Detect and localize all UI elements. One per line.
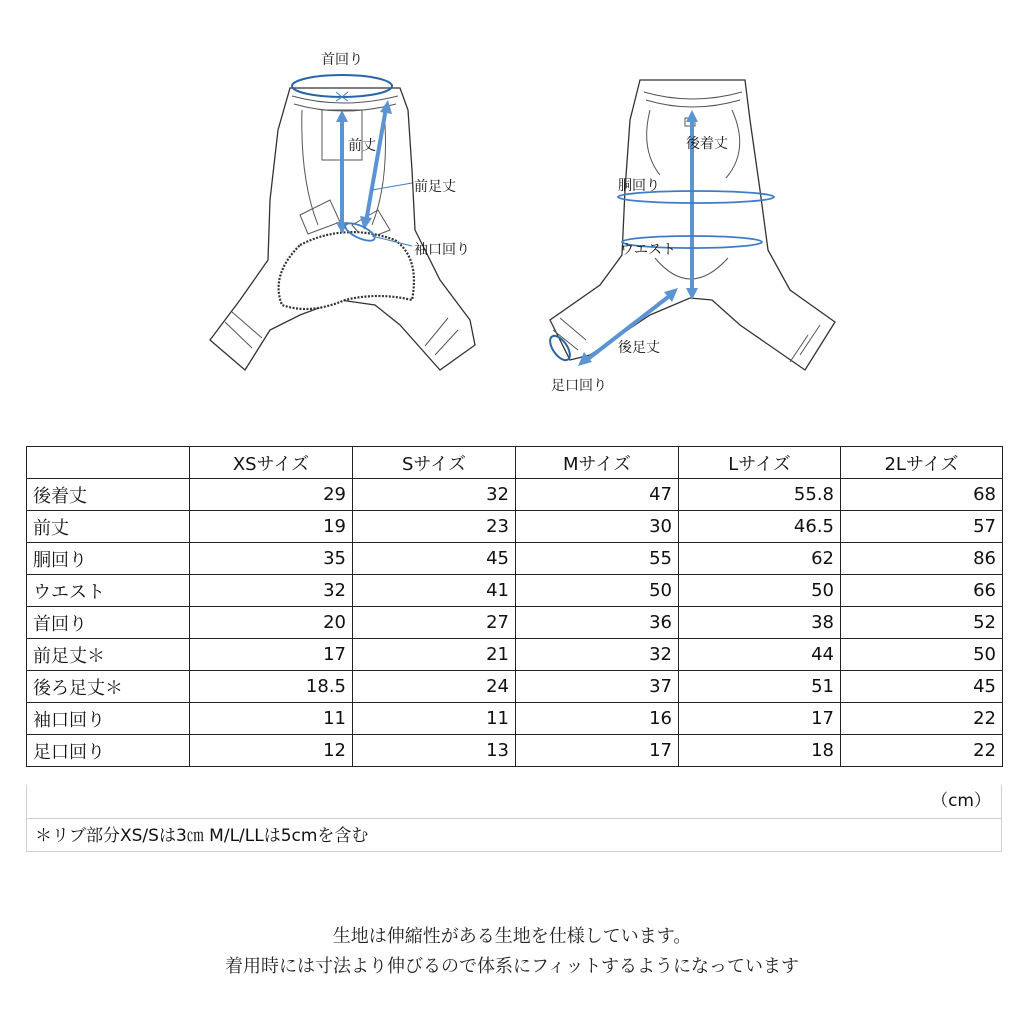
row-label: 袖口回り [27,703,190,735]
unit-label: （cm） [26,785,1002,818]
table-cell: 13 [353,735,516,767]
table-cell: 24 [353,671,516,703]
table-cell: 32 [190,575,353,607]
row-label: 後着丈 [27,479,190,511]
waist-label: ウエスト [620,242,676,258]
table-cell: 11 [353,703,516,735]
table-cell: 50 [679,575,841,607]
header-cell-l: Lサイズ [679,447,841,479]
back-length-label: 後着丈 [686,136,728,152]
table-cell: 11 [190,703,353,735]
table-cell: 47 [516,479,679,511]
table-cell: 35 [190,543,353,575]
front-view [210,52,475,370]
table-cell: 37 [516,671,679,703]
table-cell: 66 [841,575,1003,607]
footer-notes [0,922,1024,982]
table-cell: 12 [190,735,353,767]
cuff-label: 袖口回り [414,242,470,258]
front-leg-length-label: 前足丈 [414,179,456,195]
table-body [27,479,1003,767]
table-cell: 27 [353,607,516,639]
table-cell: 51 [679,671,841,703]
table-cell: 38 [679,607,841,639]
footer-line-2: 着用時には寸法より伸びるので体系にフィットするようになっています [224,956,800,977]
table-row [27,671,1003,703]
table-row [27,639,1003,671]
table-row [27,479,1003,511]
table-cell: 62 [679,543,841,575]
row-label: 後ろ足丈＊ [27,671,190,703]
row-label: 前足丈＊ [27,639,190,671]
table-cell: 52 [841,607,1003,639]
table-row [27,543,1003,575]
table-cell: 36 [516,607,679,639]
table-cell: 32 [353,479,516,511]
table-cell: 17 [679,703,841,735]
front-length-label: 前丈 [348,138,376,154]
table-cell: 18.5 [190,671,353,703]
header-cell-xs: XSサイズ [190,447,353,479]
table-cell: 50 [516,575,679,607]
row-label: ウエスト [27,575,190,607]
garment-diagram [0,0,1024,420]
row-label: 胴回り [27,543,190,575]
table-cell: 22 [841,703,1003,735]
chest-label: 胴回り [618,178,660,194]
footer-line-1: 生地は伸縮性がある生地を仕様しています。 [332,926,692,947]
neck-label: 首回り [321,52,363,68]
table-cell: 32 [516,639,679,671]
table-cell: 55 [516,543,679,575]
table-cell: 45 [841,671,1003,703]
table-row [27,511,1003,543]
table-row [27,575,1003,607]
table-cell: 55.8 [679,479,841,511]
table-cell: 20 [190,607,353,639]
header-cell-blank [27,447,190,479]
header-cell-s: Sサイズ [353,447,516,479]
table-row [27,735,1003,767]
table-cell: 44 [679,639,841,671]
table-cell: 86 [841,543,1003,575]
table-cell: 17 [516,735,679,767]
table-cell: 57 [841,511,1003,543]
table-cell: 16 [516,703,679,735]
table-cell: 50 [841,639,1003,671]
table-row [27,607,1003,639]
header-cell-m: Mサイズ [516,447,679,479]
table-cell: 41 [353,575,516,607]
back-view [546,80,835,394]
table-cell: 45 [353,543,516,575]
back-leg-length-label: 後足丈 [618,340,660,356]
table-cell: 29 [190,479,353,511]
row-label: 前丈 [27,511,190,543]
table-cell: 21 [353,639,516,671]
table-cell: 30 [516,511,679,543]
table-cell: 68 [841,479,1003,511]
size-table [26,446,1003,767]
header-cell-2l: 2Lサイズ [841,447,1003,479]
table-cell: 22 [841,735,1003,767]
row-label: 首回り [27,607,190,639]
row-label: 足口回り [27,735,190,767]
table-cell: 17 [190,639,353,671]
rib-note: ＊リブ部分XS/Sは3㎝ M/L/LLは5cmを含む [26,818,1002,852]
leg-opening-label: 足口回り [551,378,607,394]
table-cell: 46.5 [679,511,841,543]
table-cell: 19 [190,511,353,543]
table-row [27,703,1003,735]
table-cell: 23 [353,511,516,543]
table-cell: 18 [679,735,841,767]
table-header-row [27,447,1003,479]
